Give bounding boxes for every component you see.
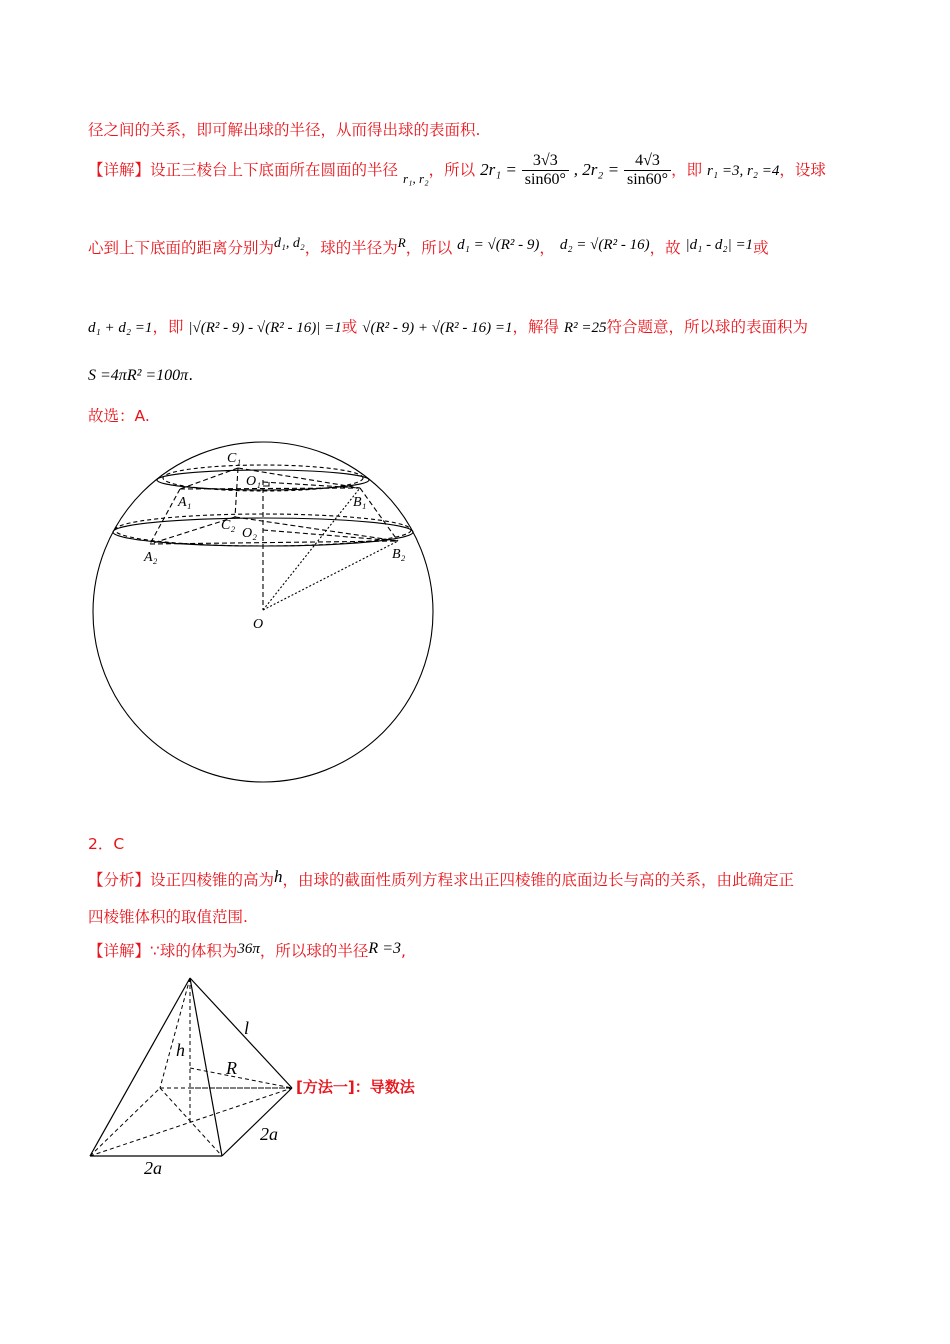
sphere-figure xyxy=(80,440,450,790)
label-b2: B₂ xyxy=(392,547,406,562)
detail-text: 符合题意，所以球的表面积为 xyxy=(606,318,808,336)
detail-text: 或 xyxy=(753,239,769,257)
d1-equation: d₁ = √(R² - 9) xyxy=(457,237,540,253)
d2-equation: d₂ = √(R² - 16) xyxy=(559,237,650,253)
height-symbol: h xyxy=(274,867,283,886)
label-r: R xyxy=(226,1058,237,1078)
analysis-text: 设正四棱锥的高为 xyxy=(150,871,275,889)
detail-tag: 【详解】 xyxy=(88,942,151,960)
label-o: O xyxy=(253,617,264,632)
answer-choice: 故选：A. xyxy=(88,407,150,425)
detail-text: 心到上下底面的距离分别为 xyxy=(88,239,275,257)
q2-analysis-line-1 xyxy=(88,867,794,890)
abs-equation: |d₁ - d₂| =1 xyxy=(685,237,754,253)
detail-text: ，所以 xyxy=(428,161,476,179)
radius-value: R =3 xyxy=(368,940,401,957)
detail-line-3 xyxy=(88,315,808,337)
detail-text: ，球的半径为 xyxy=(304,239,398,257)
analysis-tail: 径之间的关系，即可解出球的半径，从而得出球的表面积. xyxy=(88,121,481,139)
label-a1: A₁ xyxy=(178,495,192,510)
detail-line-4 xyxy=(88,366,193,385)
detail-line-1 xyxy=(88,152,826,189)
q2-heading: 2．C xyxy=(88,835,125,853)
eq1-numerator: 3√3 xyxy=(522,152,569,171)
detail-tag: 【详解】 xyxy=(88,161,151,179)
detail-text: ∵球的体积为 xyxy=(150,942,238,960)
detail-text: 或 xyxy=(341,318,358,336)
eq2-denominator: sin60° xyxy=(626,171,669,188)
label-o1: O₁ xyxy=(246,474,261,489)
method-label: [方法一]：导数法 xyxy=(296,1078,415,1096)
detail-text: ，即 xyxy=(671,161,703,179)
label-l: l xyxy=(244,1018,250,1038)
detail-text: ，即 xyxy=(152,318,184,336)
detail-text: ，解得 xyxy=(512,318,559,336)
label-h: h xyxy=(176,1040,185,1060)
label-c1: C₁ xyxy=(227,451,242,466)
detail-text: ，所以球的半径 xyxy=(259,942,369,960)
detail-text: , xyxy=(401,942,406,960)
volume-value: 36π xyxy=(237,941,260,957)
radius-symbol: R xyxy=(397,235,406,250)
r1-r2: r₁, r₂ xyxy=(402,171,429,186)
eq2-fraction xyxy=(624,152,671,189)
analysis-text: ，由球的截面性质列方程求出正四棱锥的底面边长与高的关系，由此确定正 xyxy=(282,871,795,889)
detail-text: ，所以 xyxy=(405,239,453,257)
label-b1: B₁ xyxy=(353,495,367,510)
detail-text: ，设球 xyxy=(779,161,826,179)
abs-root-equation: |√(R² - 9) - √(R² - 16)| =1 xyxy=(188,320,342,336)
detail-text: ， xyxy=(539,239,555,257)
label-c2: C₂ xyxy=(221,518,236,533)
r-squared: R² =25 xyxy=(563,320,607,336)
eq1-left: 2r₁ = xyxy=(480,160,517,179)
period: . xyxy=(188,366,194,384)
q2-analysis-line-2: 四棱锥体积的取值范围. xyxy=(88,908,248,926)
r-values: r₁ =3, r₂ =4 xyxy=(707,163,780,179)
detail-text: ，故 xyxy=(649,239,681,257)
eq1-fraction xyxy=(522,152,569,189)
q2-detail-line xyxy=(88,939,406,961)
surface-area-equation: S =4πR² =100π xyxy=(88,367,189,384)
eq2-left: , 2r₂ = xyxy=(573,160,620,179)
detail-text: 设正三棱台上下底面所在圆面的半径 xyxy=(150,161,399,179)
detail-line-2 xyxy=(88,235,769,258)
eq1-denominator: sin60° xyxy=(524,171,566,188)
d1-d2: d₁, d₂ xyxy=(274,236,305,251)
label-2a-side: 2a xyxy=(260,1124,278,1144)
sum-equation: d₁ + d₂ =1 xyxy=(88,320,153,336)
label-a2: A₂ xyxy=(144,550,158,565)
label-o2: O₂ xyxy=(242,526,257,541)
eq2-numerator: 4√3 xyxy=(624,152,671,171)
label-2a-bottom: 2a xyxy=(144,1158,162,1178)
analysis-tag: 【分析】 xyxy=(88,871,151,889)
root-sum-equation: √(R² - 9) + √(R² - 16) =1 xyxy=(362,320,513,336)
